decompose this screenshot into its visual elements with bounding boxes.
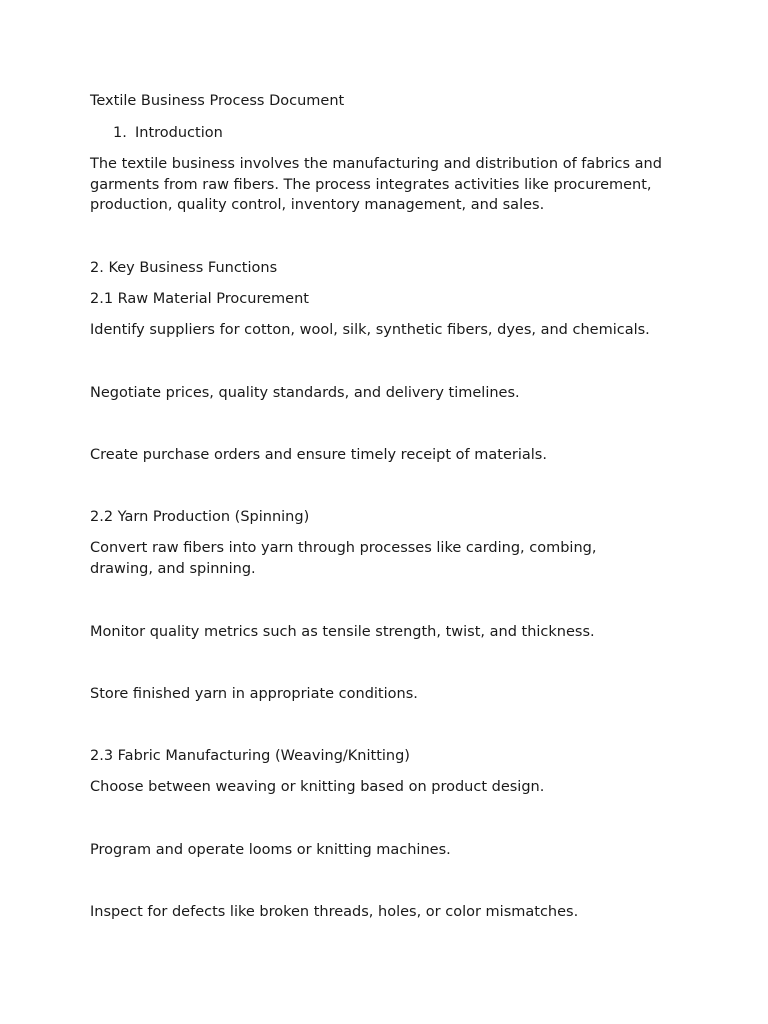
section-2-2-item: Monitor quality metrics such as tensile strength, twist, and thickness. bbox=[90, 624, 595, 640]
section-2-1-item: Identify suppliers for cotton, wool, silk, synthetic fibers, dyes, and chemicals. bbox=[90, 322, 650, 338]
section-2-2-item: Convert raw fibers into yarn through processes like carding, combing, drawing, and spinning. bbox=[90, 540, 597, 577]
section-2-2-heading: 2.2 Yarn Production (Spinning) bbox=[90, 509, 310, 525]
section-2-3-item: Inspect for defects like broken threads, holes, or color mismatches. bbox=[90, 904, 579, 920]
document-title: Textile Business Process Document bbox=[90, 93, 345, 109]
section-2-2-item: Store finished yarn in appropriate conditions. bbox=[90, 686, 418, 702]
intro-heading-number: 1. bbox=[113, 125, 127, 141]
section-2-3-heading: 2.3 Fabric Manufacturing (Weaving/Knitting) bbox=[90, 748, 410, 764]
section-2-3-item: Program and operate looms or knitting machines. bbox=[90, 842, 451, 858]
section-2-1-heading: 2.1 Raw Material Procurement bbox=[90, 291, 309, 307]
section-2-1-item: Create purchase orders and ensure timely receipt of materials. bbox=[90, 447, 547, 463]
section-2-1-item: Negotiate prices, quality standards, and delivery timelines. bbox=[90, 385, 520, 401]
section-2-heading: 2. Key Business Functions bbox=[90, 260, 278, 276]
section-2-3-item: Choose between weaving or knitting based on product design. bbox=[90, 779, 545, 795]
intro-heading bbox=[113, 123, 713, 144]
intro-paragraph: The textile business involves the manufacturing and distribution of fabrics and garments from raw fibers. The process integrates activities like procurement, production, quality control, inventory management, and sales. bbox=[90, 156, 662, 214]
intro-heading-label: Introduction bbox=[135, 125, 223, 141]
